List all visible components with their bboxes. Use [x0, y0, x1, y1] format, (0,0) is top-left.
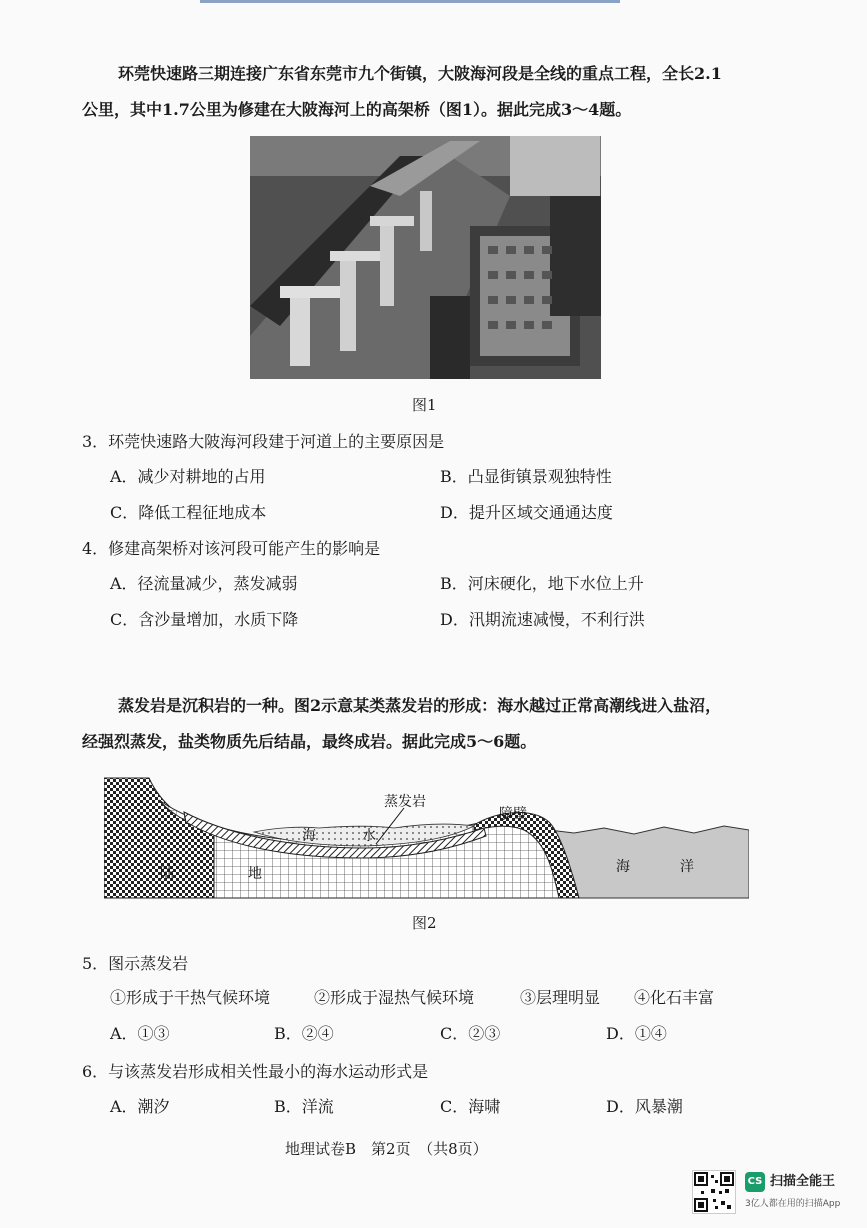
label-ocean-1: 海 [616, 859, 630, 875]
passage2-line2: 经强烈蒸发，盐类物质先后结晶，最终成岩。据此完成5～6题。 [82, 732, 537, 751]
label-barrier: 障壁 [499, 806, 527, 822]
q4-option-d[interactable]: D．汛期流速减慢，不利行洪 [440, 610, 645, 629]
qr-code [692, 1170, 736, 1214]
top-border-line [200, 0, 620, 3]
q4-option-c[interactable]: C．含沙量增加，水质下降 [110, 610, 299, 629]
figure1-photo [250, 136, 601, 379]
figure1-caption: 图1 [412, 396, 437, 414]
q5-statement-1: ①形成于干热气候环境 [110, 988, 271, 1007]
figure2-evaporite-diagram [104, 770, 749, 900]
q3-option-b[interactable]: B．凸显街镇景观独特性 [440, 467, 612, 486]
q5-statement-3: ③层理明显 [520, 988, 601, 1007]
q4-option-a[interactable]: A．径流量减少，蒸发减弱 [110, 574, 298, 593]
label-sea-2: 水 [362, 828, 376, 844]
label-ocean-2: 洋 [680, 859, 694, 875]
q3-option-c[interactable]: C．降低工程征地成本 [110, 503, 267, 522]
camscanner-name: 扫描全能王 [770, 1174, 836, 1189]
q6-option-a[interactable]: A．潮汐 [110, 1097, 170, 1116]
q6-option-b[interactable]: B．洋流 [274, 1097, 334, 1116]
camscanner-tagline: 3亿人都在用的扫描App [745, 1199, 841, 1209]
q5-option-a[interactable]: A．①③ [110, 1024, 170, 1043]
passage1-line2: 公里，其中1.7公里为修建在大陂海河上的高架桥（图1）。据此完成3～4题。 [82, 100, 632, 119]
q6-stem: 6．与该蒸发岩形成相关性最小的海水运动形式是 [82, 1062, 429, 1081]
label-evaporite: 蒸发岩 [384, 794, 426, 810]
passage1-line1: 环莞快速路三期连接广东省东莞市九个街镇，大陂海河段是全线的重点工程，全长2.1 [118, 64, 722, 83]
page-footer: 地理试卷B 第2页 （共8页） [285, 1140, 488, 1158]
figure2-caption: 图2 [412, 914, 437, 932]
label-land-1: 陆 [160, 866, 174, 882]
q5-stem: 5．图示蒸发岩 [82, 954, 189, 973]
q4-option-b[interactable]: B．河床硬化，地下水位上升 [440, 574, 644, 593]
q3-stem: 3．环莞快速路大陂海河段建于河道上的主要原因是 [82, 432, 445, 451]
q4-stem: 4．修建高架桥对该河段可能产生的影响是 [82, 539, 381, 558]
q3-option-d[interactable]: D．提升区域交通通达度 [440, 503, 613, 522]
viaduct-photo-illustration [250, 136, 601, 379]
q5-option-d[interactable]: D．①④ [606, 1024, 667, 1043]
q5-option-b[interactable]: B．②④ [274, 1024, 334, 1043]
q5-statement-4: ④化石丰富 [634, 988, 715, 1007]
q5-option-c[interactable]: C．②③ [440, 1024, 501, 1043]
q3-option-a[interactable]: A．减少对耕地的占用 [110, 467, 266, 486]
label-land-2: 地 [248, 866, 262, 882]
passage2-line1: 蒸发岩是沉积岩的一种。图2示意某类蒸发岩的形成：海水越过正常高潮线进入盐沼， [118, 696, 722, 715]
qr-code-icon [693, 1171, 735, 1213]
q5-statement-2: ②形成于湿热气候环境 [314, 988, 475, 1007]
q6-option-c[interactable]: C．海啸 [440, 1097, 501, 1116]
label-sea-1: 海 [302, 828, 316, 844]
camscanner-logo-icon: CS [745, 1172, 765, 1192]
q6-option-d[interactable]: D．风暴潮 [606, 1097, 683, 1116]
